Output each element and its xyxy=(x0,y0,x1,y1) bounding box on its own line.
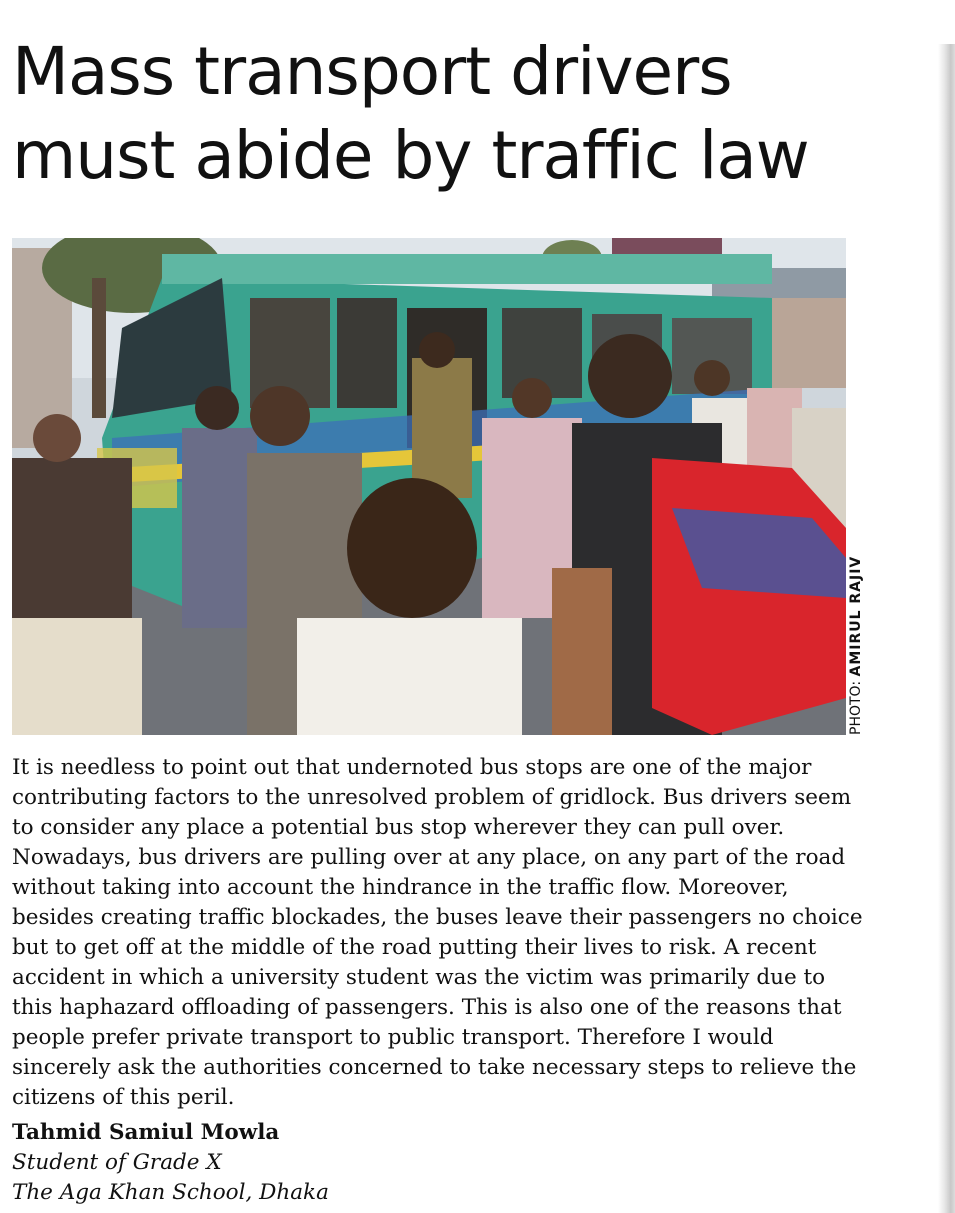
author-role: Student of Grade X xyxy=(12,1150,222,1175)
photo-credit-prefix: PHOTO: xyxy=(848,676,864,735)
author-school: The Aga Khan School, Dhaka xyxy=(12,1180,329,1205)
photo-credit xyxy=(846,555,955,735)
photo-credit-name: AMIRUL RAJIV xyxy=(848,555,864,677)
byline xyxy=(12,1118,612,1208)
bus-scene-illustration xyxy=(12,238,846,735)
author-name: Tahmid Samiul Mowla xyxy=(12,1120,280,1145)
headline xyxy=(12,30,912,198)
news-photo xyxy=(12,238,846,735)
headline-line-2: must abide by traffic law xyxy=(12,117,809,194)
article-body: It is needless to point out that undernoted bus stops are one of the major contributing factors to the unresolved problem of gridlock. Bus drivers seem to consider any place a potential bus stop wherever they can pull over. Nowadays, bus drivers are pulling over at any place, on any part of the road without taking into account the hindrance in the traffic flow. Moreover, besides creating traffic blockades, the buses leave their passengers no choice but to get off at the middle of the road putting their lives to risk. A recent accident in which a university student was the victim was primarily due to this haphazard offloading of passengers. This is also one of the reasons that people prefer private transport to public transport. Therefore I would sincerely ask the authorities concerned to take necessary steps to relieve the citizens of this peril. xyxy=(12,755,863,1110)
headline-line-1: Mass transport drivers xyxy=(12,33,732,110)
page-edge-shadow xyxy=(938,44,955,1213)
